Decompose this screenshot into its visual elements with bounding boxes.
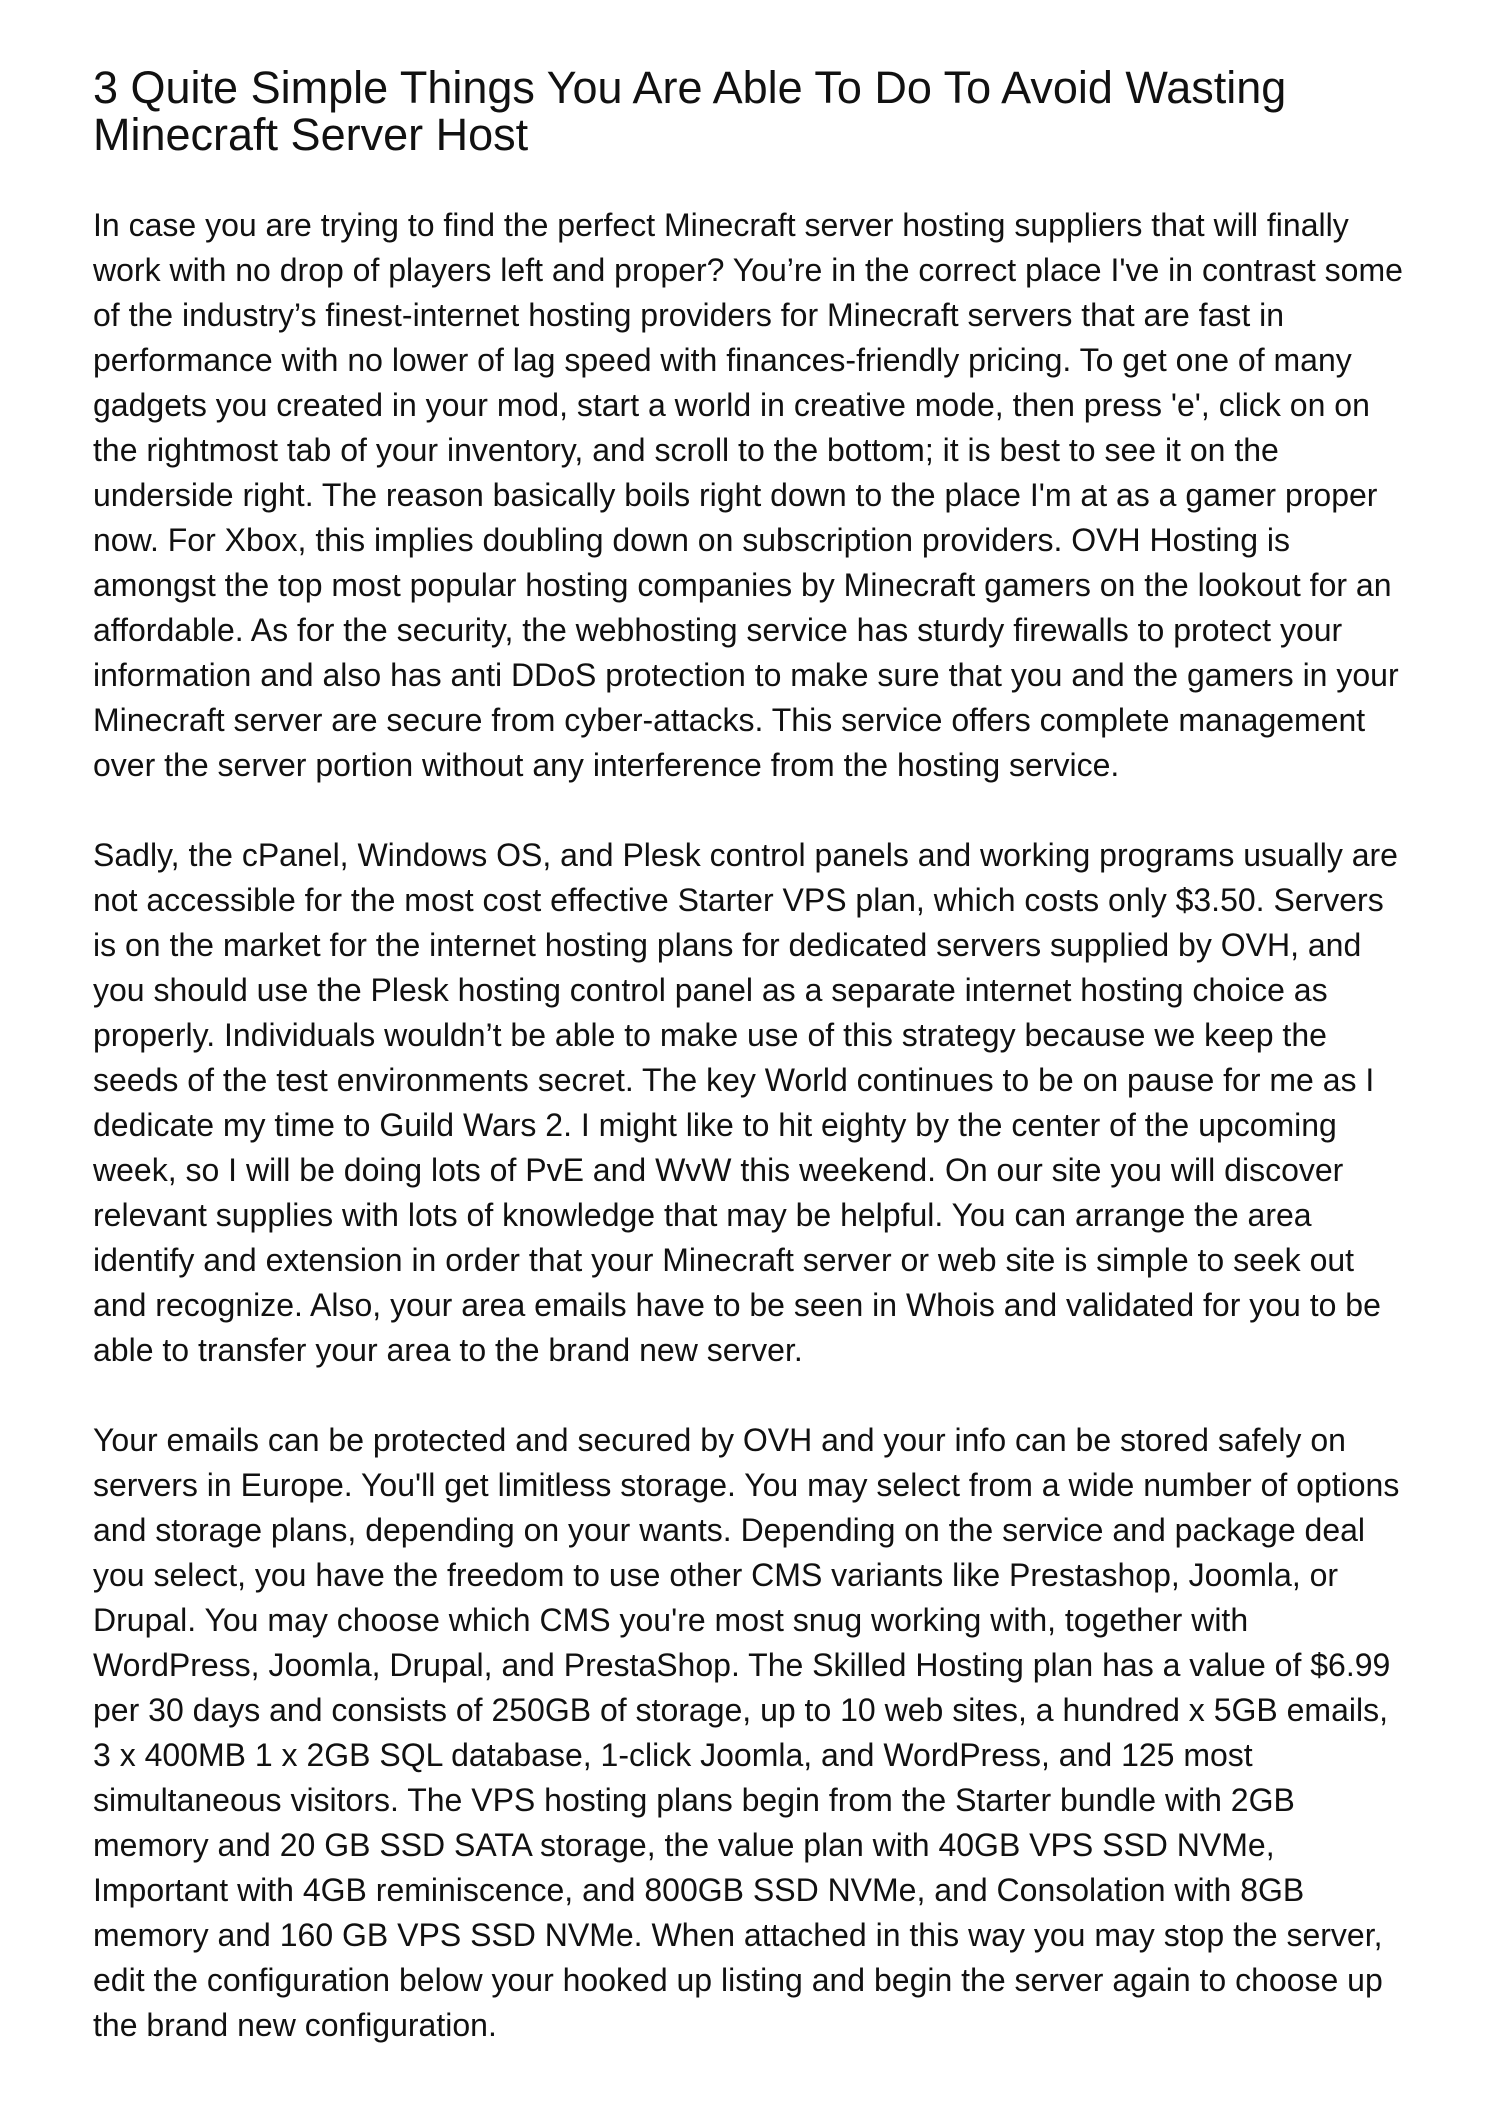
paragraph-intro-hosting: In case you are trying to find the perfect Minecraft server hosting suppliers that will finally work with no drop of players left and proper? You’re in the correct place I've in contrast some of the industry’s finest-internet hosting providers for Minecraft servers that are fast in performance with no lower of lag speed with finances-friendly pricing. To get one of many gadgets you created in your mod, start a world in creative mode, then press 'e', click on on the rightmost tab of your inventory, and scroll to the bottom; it is best to see it on the underside right. The reason basically boils right down to the place I'm at as a gamer proper now. For Xbox, this implies doubling down on subscription providers. OVH Hosting is amongst the top most popular hosting companies by Minecraft gamers on the lookout for an affordable. As for the security, the webhosting service has sturdy firewalls to protect your information and also has anti DDoS protection to make sure that you and the gamers in your Minecraft server are secure from cyber-attacks. This service offers complete management over the server portion without any interference from the hosting service. [93, 207, 1403, 783]
paragraph-email-storage: Your emails can be protected and secured by OVH and your info can be stored safely on servers in Europe. You'll get limitless storage. You may select from a wide number of options and storage plans, depending on your wants. Depending on the service and package deal you select, you have the freedom to use other CMS variants like Prestashop, Joomla, or Drupal. You may choose which CMS you're most snug working with, together with WordPress, Joomla, Drupal, and PrestaShop. The Skilled Hosting plan has a value of $6.99 per 30 days and consists of 250GB of storage, up to 10 web sites, a hundred x 5GB emails, 3 x 400MB 1 x 2GB SQL database, 1-click Joomla, and WordPress, and 125 most simultaneous visitors. The VPS hosting plans begin from the Starter bundle with 2GB memory and 20 GB SSD SATA storage, the value plan with 40GB VPS SSD NVMe, Important with 4GB reminiscence, and 800GB SSD NVMe, and Consolation with 8GB memory and 160 GB VPS SSD NVMe. When attached in this way you may stop the server, edit the configuration below your hooked up listing and begin the server again to choose up the brand new configuration. [93, 1422, 1400, 2043]
paragraph-vps-plans: Sadly, the cPanel, Windows OS, and Plesk control panels and working programs usually are not accessible for the most cost effective Starter VPS plan, which costs only $3.50. Servers is on the market for the internet hosting plans for dedicated servers supplied by OVH, and you should use the Plesk hosting control panel as a separate internet hosting choice as properly. Individuals wouldn’t be able to make use of this strategy because we keep the seeds of the test environments secret. The key World continues to be on pause for me as I dedicate my time to Guild Wars 2. I might like to hit eighty by the center of the upcoming week, so I will be doing lots of PvE and WvW this weekend. On our site you will discover relevant supplies with lots of knowledge that may be helpful. You can arrange the area identify and extension in order that your Minecraft server or web site is simple to seek out and recognize. Also, your area emails have to be seen in Whois and validated for you to be able to transfer your area to the brand new server. [93, 837, 1398, 1368]
page-title: 3 Quite Simple Things You Are Able To Do To Avoid Wasting Minecraft Server Host [93, 62, 1287, 160]
